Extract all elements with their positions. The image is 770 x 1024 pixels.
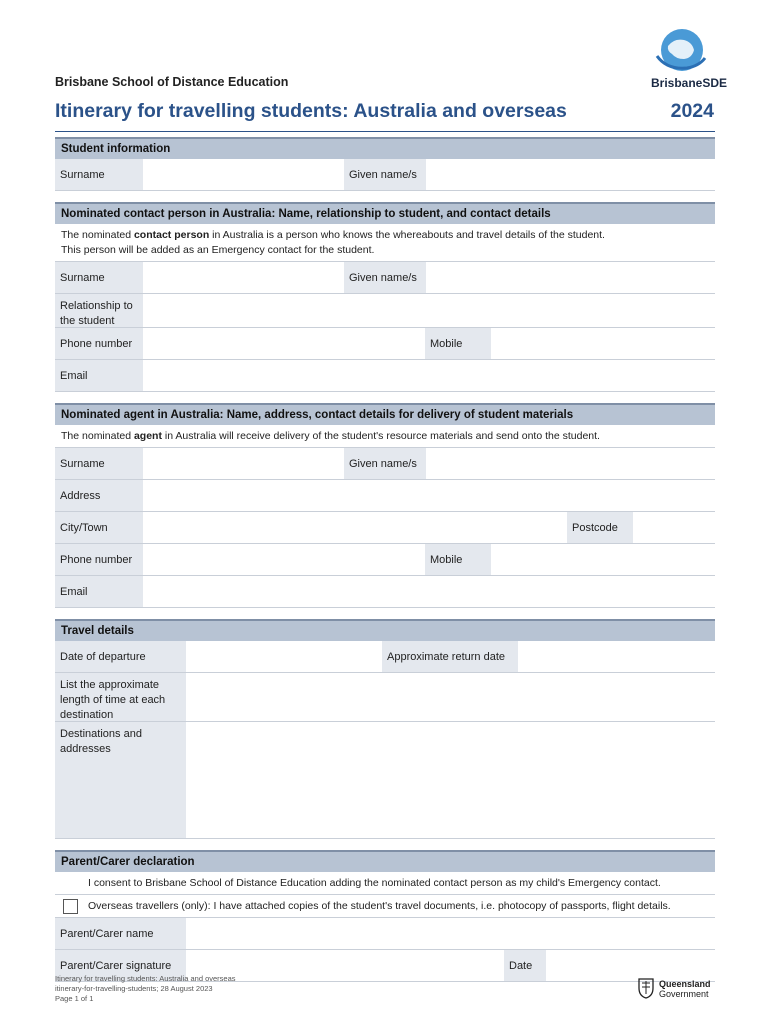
overseas-checkbox[interactable] [63, 899, 78, 914]
departure-field[interactable] [186, 641, 382, 672]
agent-city-row [55, 512, 715, 544]
agent-address-label: Address [55, 480, 143, 511]
agent-address-row [55, 480, 715, 512]
agent-email-field[interactable] [143, 576, 715, 607]
footer-doc-ref: itinerary-for-travelling-students; 28 August 2023 [55, 984, 213, 993]
section-travel-details: Travel details [55, 619, 715, 641]
queensland-government-logo [636, 976, 716, 1002]
contact-relationship-row [55, 294, 715, 328]
contact-email-label: Email [55, 360, 143, 391]
consent-row [55, 872, 715, 895]
agent-mobile-field[interactable] [491, 544, 715, 575]
page-title: Itinerary for travelling students: Australia and overseas [55, 100, 567, 122]
contact-relationship-label: Relationship to the student [55, 294, 143, 327]
agent-phone-field[interactable] [143, 544, 425, 575]
destinations-label: Destinations and addresses [55, 722, 186, 838]
section-agent: Nominated agent in Australia: Name, address, contact details for delivery of student materials [55, 403, 715, 425]
parent-name-field[interactable] [186, 918, 715, 949]
contact-phone-field[interactable] [143, 328, 425, 359]
consent-text: I consent to Brisbane School of Distance Education adding the nominated contact person as my child's Emergency contact. [88, 877, 661, 889]
agent-name-row [55, 448, 715, 480]
contact-surname-label: Surname [55, 262, 143, 293]
agent-phone-label: Phone number [55, 544, 143, 575]
qld-name: Queensland [659, 979, 711, 989]
contact-given-label: Given name/s [344, 262, 426, 293]
travel-dates-row [55, 641, 715, 673]
student-given-label: Given name/s [344, 159, 426, 190]
student-surname-label: Surname [55, 159, 143, 190]
school-name: Brisbane School of Distance Education [55, 75, 289, 89]
title-divider [55, 131, 715, 132]
student-surname-field[interactable] [143, 159, 344, 190]
date-label: Date [504, 950, 546, 981]
agent-city-field[interactable] [143, 512, 567, 543]
agent-mobile-label: Mobile [425, 544, 491, 575]
student-name-row [55, 159, 715, 191]
agent-postcode-field[interactable] [633, 512, 715, 543]
contact-phone-row [55, 328, 715, 360]
section-contact-person: Nominated contact person in Australia: Name, relationship to student, and contact details [55, 202, 715, 224]
contact-mobile-label: Mobile [425, 328, 491, 359]
contact-email-field[interactable] [143, 360, 715, 391]
length-label: List the approximate length of time at each destination [55, 673, 186, 721]
agent-note: The nominated agent in Australia will receive delivery of the student's resource materials and send onto the student. [55, 425, 715, 448]
itinerary-form [55, 137, 715, 982]
qld-government: Government [659, 989, 709, 999]
contact-surname-field[interactable] [143, 262, 344, 293]
footer [55, 974, 236, 1004]
agent-address-field[interactable] [143, 480, 715, 511]
agent-phone-row [55, 544, 715, 576]
destinations-row [55, 722, 715, 839]
section-declaration: Parent/Carer declaration [55, 850, 715, 872]
section-student-info: Student information [55, 137, 715, 159]
return-date-field[interactable] [518, 641, 715, 672]
student-given-field[interactable] [426, 159, 715, 190]
footer-doc-title: Itinerary for travelling students: Australia and overseas [55, 974, 236, 983]
crest-icon [636, 976, 656, 1000]
destinations-field[interactable] [186, 722, 715, 838]
contact-relationship-field[interactable] [143, 294, 715, 327]
departure-label: Date of departure [55, 641, 186, 672]
footer-page-number: Page 1 of 1 [55, 994, 94, 1003]
agent-surname-label: Surname [55, 448, 143, 479]
length-field[interactable] [186, 673, 715, 721]
contact-given-field[interactable] [426, 262, 715, 293]
contact-phone-label: Phone number [55, 328, 143, 359]
parent-name-label: Parent/Carer name [55, 918, 186, 949]
signature-label: Parent/Carer signature [55, 950, 186, 981]
agent-email-row [55, 576, 715, 608]
agent-email-label: Email [55, 576, 143, 607]
agent-given-label: Given name/s [344, 448, 426, 479]
agent-city-label: City/Town [55, 512, 143, 543]
page-year: 2024 [670, 100, 714, 122]
agent-postcode-label: Postcode [567, 512, 633, 543]
brand-name: BrisbaneSDE [651, 76, 728, 90]
length-row [55, 673, 715, 722]
contact-email-row [55, 360, 715, 392]
agent-surname-field[interactable] [143, 448, 344, 479]
overseas-text: Overseas travellers (only): I have attached copies of the student's travel documents, i.e. photocopy of passports, flight details. [88, 900, 671, 912]
contact-note: The nominated contact person in Australia is a person who knows the whereabouts and travel details of the student. This person will be added as an Emergency contact for the student. [55, 224, 715, 262]
contact-mobile-field[interactable] [491, 328, 715, 359]
contact-name-row [55, 262, 715, 294]
agent-given-field[interactable] [426, 448, 715, 479]
overseas-row [55, 895, 715, 918]
parent-name-row [55, 918, 715, 950]
return-date-label: Approximate return date [382, 641, 518, 672]
globe-logo-icon [652, 26, 708, 76]
